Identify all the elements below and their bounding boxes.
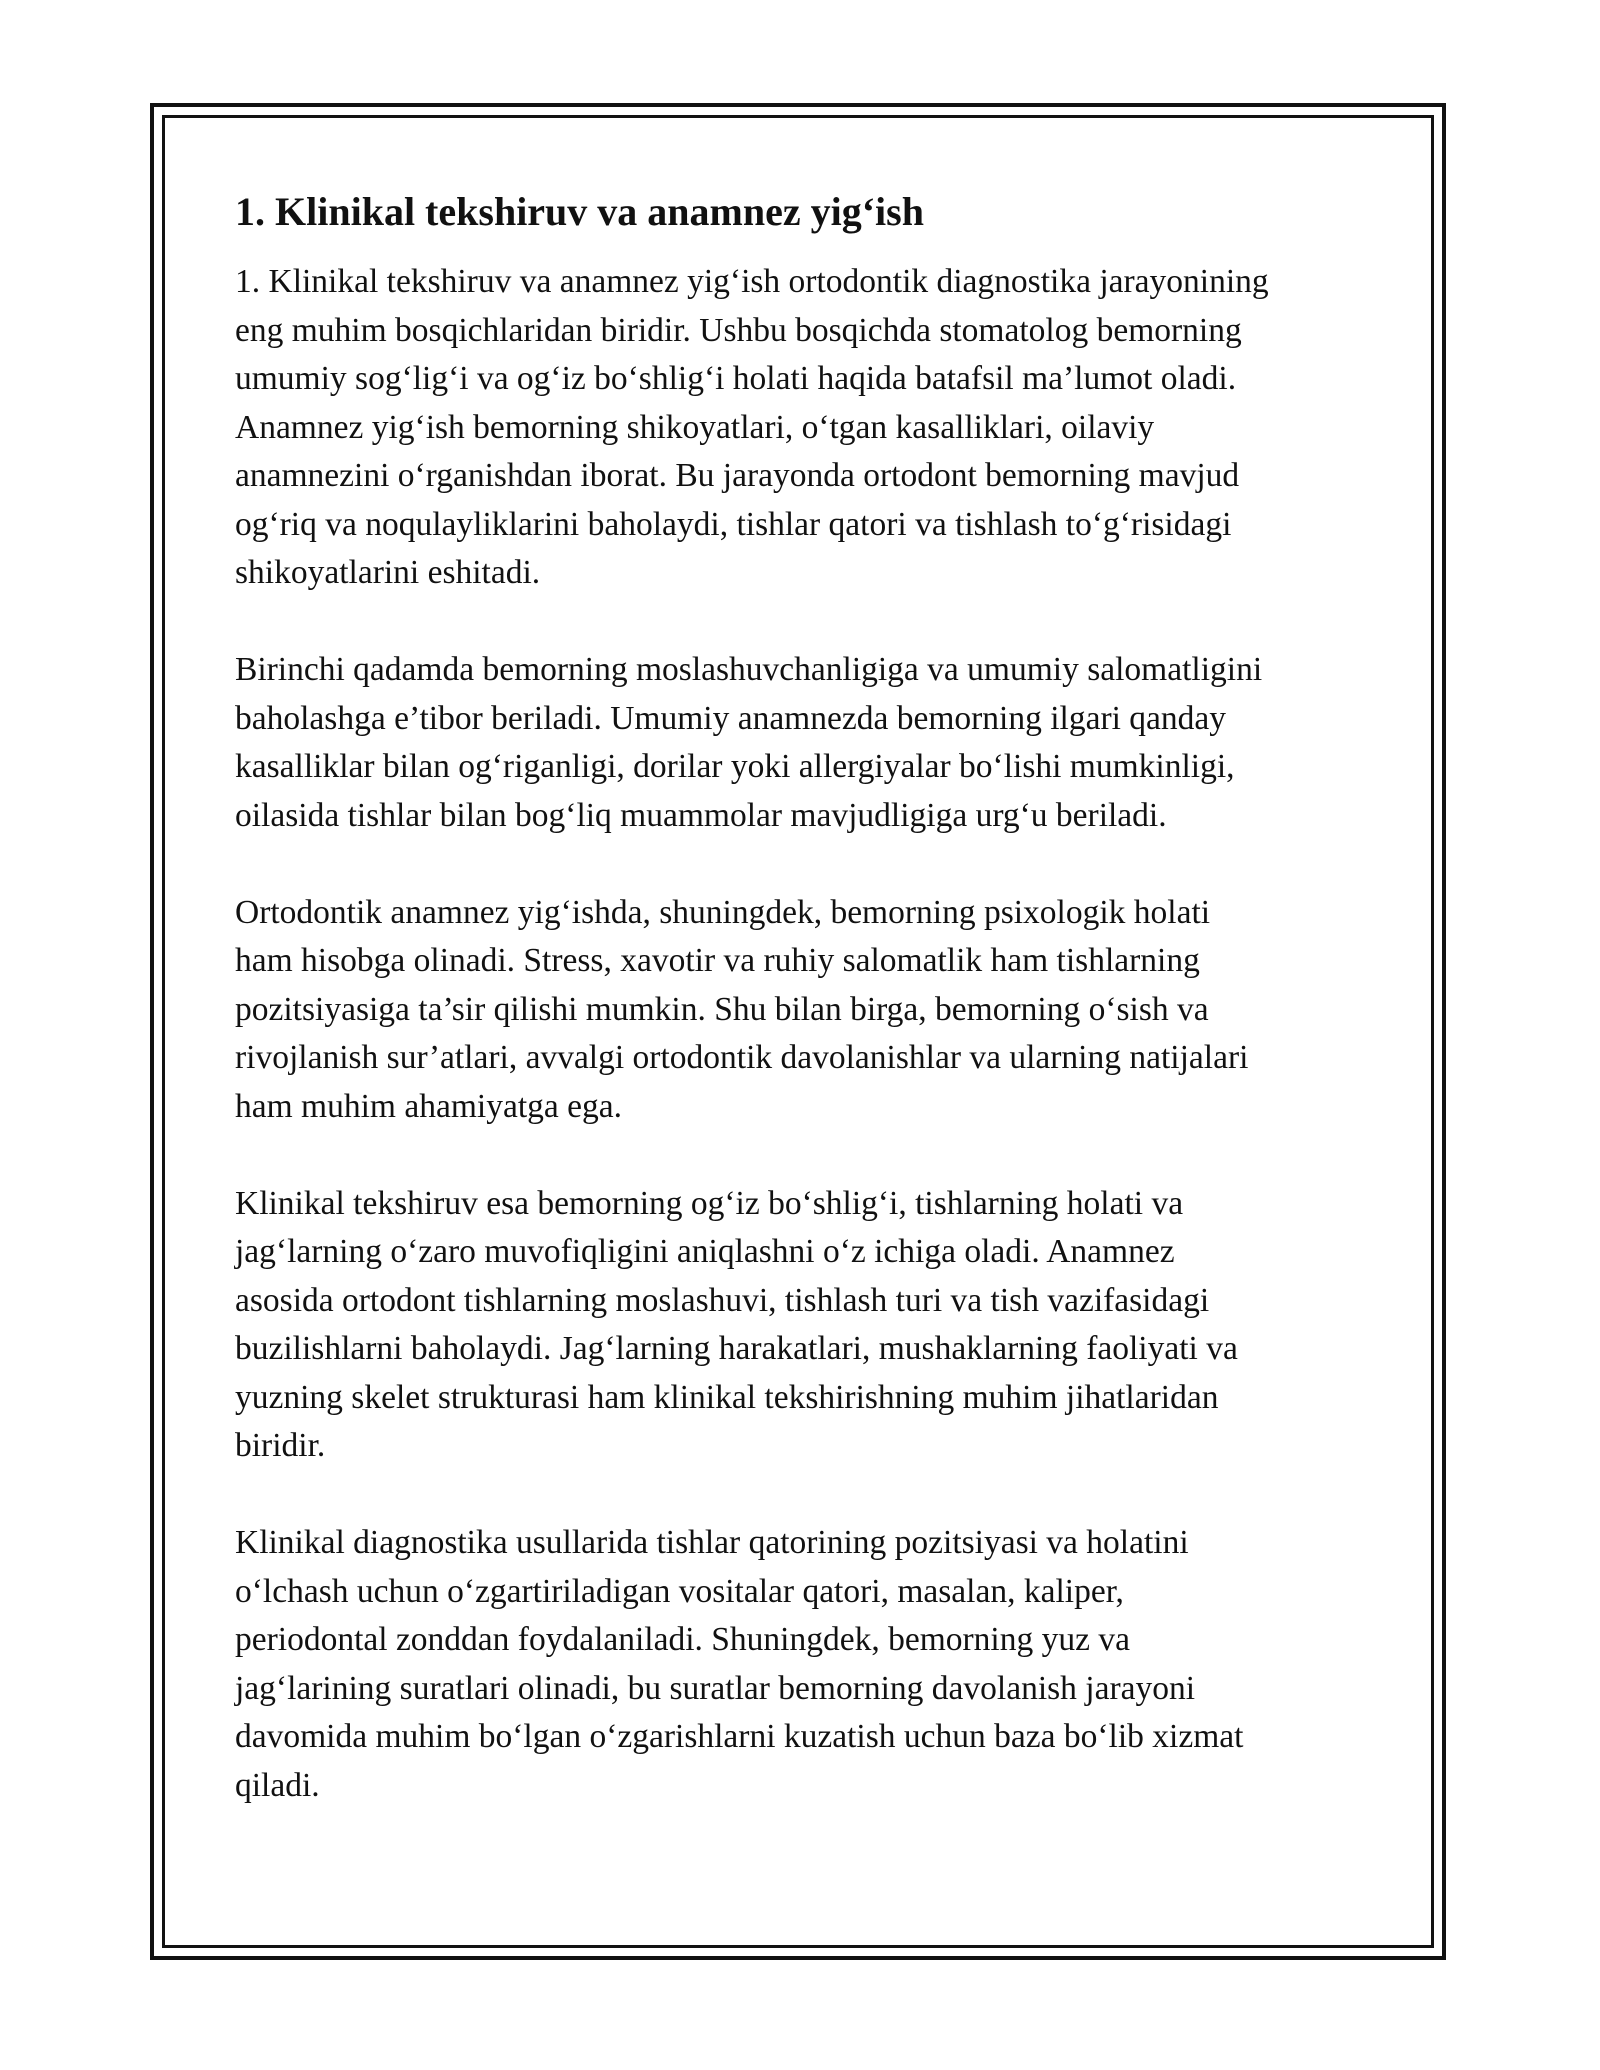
text-line: umumiy sog‘lig‘i va og‘iz bo‘shlig‘i holati haqida batafsil ma’lumot oladi. <box>235 360 1237 397</box>
text-line: baholashga e’tibor beriladi. Umumiy anamnezda bemorning ilgari qanday <box>235 699 1227 737</box>
paragraph-3 <box>235 889 1380 1132</box>
text-line: yuzning skelet strukturasi ham klinikal tekshirishning muhim jihatlaridan <box>235 1378 1219 1416</box>
paragraph-2 <box>235 646 1380 840</box>
text-line: buzilishlarni baholaydi. Jag‘larning harakatlari, mushaklarning faoliyati va <box>235 1330 1238 1367</box>
text-line: oilasida tishlar bilan bog‘liq muammolar mavjudligiga urg‘u beriladi. <box>235 796 1167 834</box>
text-line: Klinikal diagnostika usullarida tishlar qatorining pozitsiyasi va holatini <box>235 1524 1189 1561</box>
text-line: periodontal zonddan foydalaniladi. Shuningdek, bemorning yuz va <box>235 1621 1130 1658</box>
text-line: Birinchi qadamda bemorning moslashuvchanligiga va umumiy salomatligini <box>235 651 1263 688</box>
text-line: asosida ortodont tishlarning moslashuvi, tishlash turi va tish vazifasidagi <box>235 1281 1210 1319</box>
text-line: Ortodontik anamnez yig‘ishda, shuningdek, bemorning psixologik holati <box>235 893 1211 931</box>
document-body <box>235 186 1380 1810</box>
text-line: jag‘larning o‘zaro muvofiqligini aniqlashni o‘z ichiga oladi. Anamnez <box>235 1233 1175 1270</box>
text-line: biridir. <box>235 1427 326 1464</box>
text-line: rivojlanish sur’atlari, avvalgi ortodontik davolanishlar va ularning natijalari <box>235 1039 1249 1076</box>
paragraph-list <box>235 258 1380 1810</box>
text-line: anamnezini o‘rganishdan iborat. Bu jarayonda ortodont bemorning mavjud <box>235 457 1240 494</box>
text-line: ham hisobga olinadi. Stress, xavotir va ruhiy salomatlik ham tishlarning <box>235 942 1200 979</box>
text-line: kasalliklar bilan og‘riganligi, dorilar yoki allergiyalar bo‘lishi mumkinligi, <box>235 748 1235 785</box>
text-line: 1. Klinikal tekshiruv va anamnez yig‘ish ortodontik diagnostika jarayonining <box>235 263 1269 300</box>
paragraph-5 <box>235 1519 1380 1810</box>
text-line: eng muhim bosqichlaridan biridir. Ushbu bosqichda stomatolog bemorning <box>235 311 1242 349</box>
text-line: Klinikal tekshiruv esa bemorning og‘iz bo‘shlig‘i, tishlarning holati va <box>235 1184 1184 1222</box>
section-heading: 1. Klinikal tekshiruv va anamnez yig‘ish <box>235 189 924 234</box>
text-line: davomida muhim bo‘lgan o‘zgarishlarni kuzatish uchun baza bo‘lib xizmat <box>235 1718 1244 1755</box>
text-line: qiladi. <box>235 1766 320 1804</box>
text-line: pozitsiyasiga ta’sir qilishi mumkin. Shu bilan birga, bemorning o‘sish va <box>235 990 1209 1028</box>
paragraph-1 <box>235 258 1380 598</box>
text-line: ham muhim ahamiyatga ega. <box>235 1087 622 1125</box>
text-line: Anamnez yig‘ish bemorning shikoyatlari, o‘tgan kasalliklari, oilaviy <box>235 408 1155 446</box>
text-line: o‘lchash uchun o‘zgartiriladigan vositalar qatori, masalan, kaliper, <box>235 1572 1124 1610</box>
text-line: og‘riq va noqulayliklarini baholaydi, tishlar qatori va tishlash to‘g‘risidagi <box>235 505 1232 543</box>
text-line: jag‘larining suratlari olinadi, bu suratlar bemorning davolanish jarayoni <box>235 1669 1196 1707</box>
text-line: shikoyatlarini eshitadi. <box>235 554 541 591</box>
paragraph-4 <box>235 1180 1380 1471</box>
